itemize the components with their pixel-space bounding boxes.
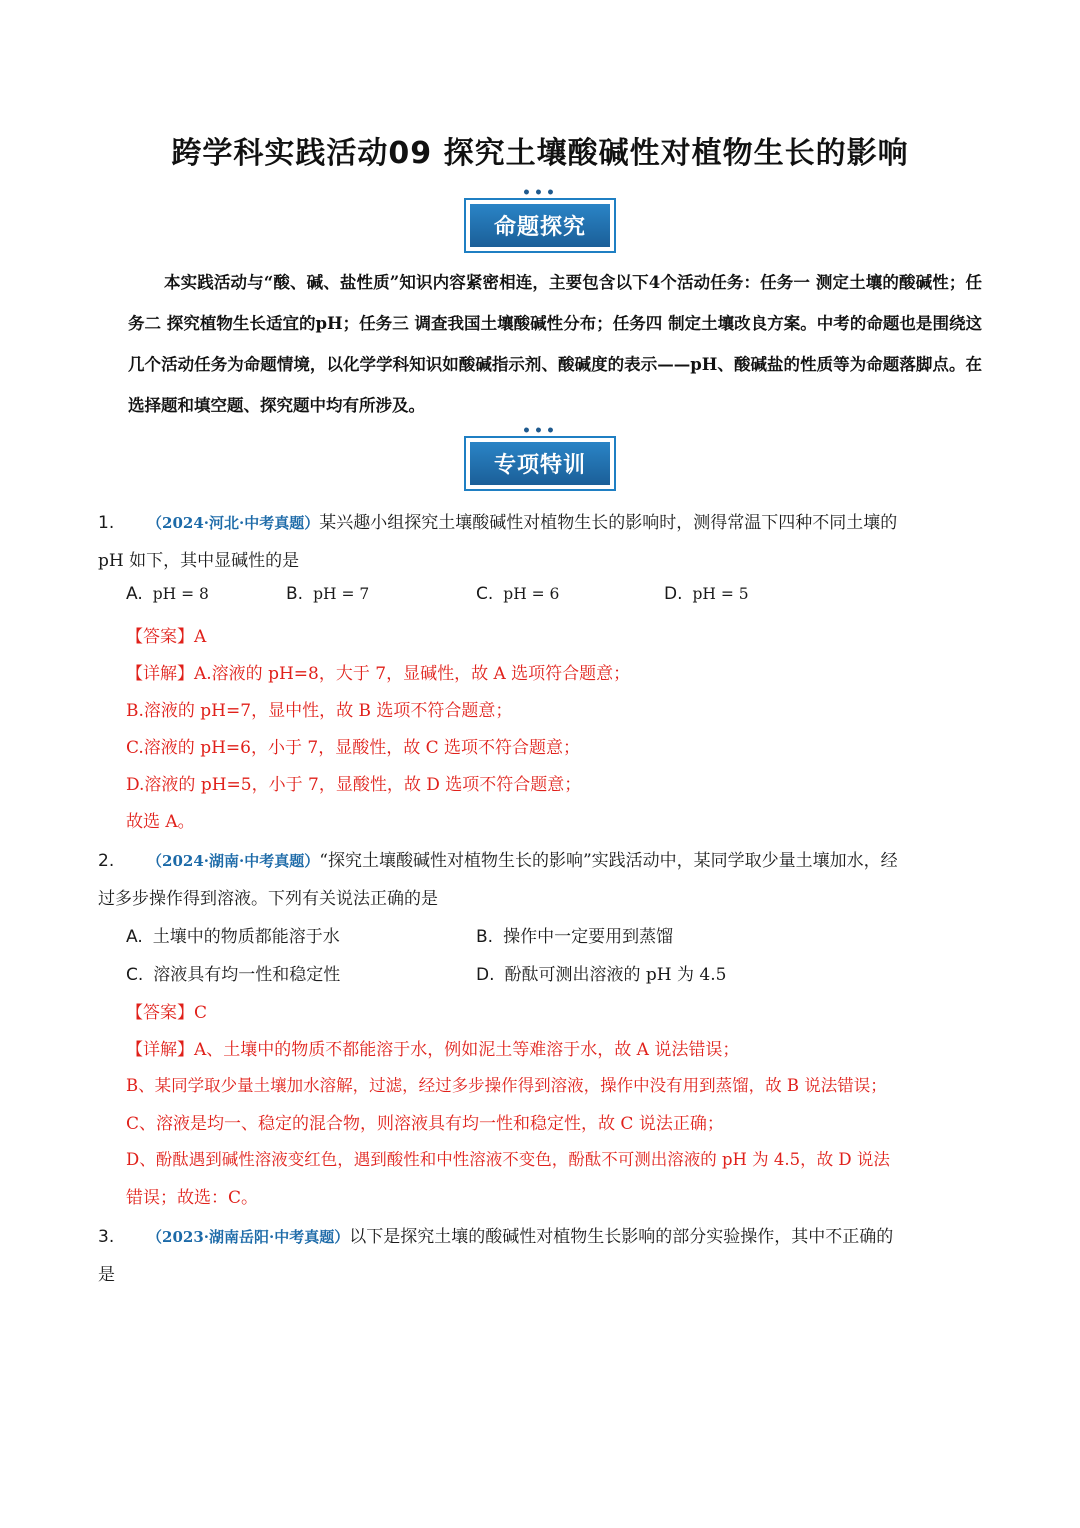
q2-option-d: D. 酚酞可测出溶液的 pH 为 4.5 <box>476 965 727 985</box>
question-1-stem <box>98 508 897 533</box>
question-text: 以下是探究土壤的酸碱性对植物生长影响的部分实验操作，其中不正确的 <box>349 1227 894 1247</box>
question-3-stem-cont: 是 <box>98 1265 115 1285</box>
question-1-stem-cont: pH 如下，其中显碱性的是 <box>98 551 300 571</box>
intro-paragraph: 本实践活动与“酸、碱、盐性质”知识内容紧密相连，主要包含以下4个活动任务：任务一 测定土壤的酸碱性；任务二 探究植物生长适宜的pH；任务三 调查我国土壤酸碱性分布；任务四 制定土壤改良方案。中考的命题也是围绕这几个活动任务为命题情境，以化学学科知识如酸碱指示剂、酸碱度的表示——pH、酸碱盐的性质等为命题落脚点。在选择题和填空题、探究题中均有所涉及。 <box>128 273 982 415</box>
q1-option-b: B. pH = 7 <box>286 584 370 604</box>
question-number: 2. <box>98 851 115 871</box>
section-badge-label: 命题探究 <box>470 204 610 247</box>
q1-detail-line: D.溶液的 pH=5，小于 7，显酸性，故 D 选项不符合题意； <box>126 775 582 795</box>
question-3-stem <box>98 1222 893 1247</box>
question-source: （2024·湖南·中考真题） <box>147 852 320 870</box>
q2-answer: 【答案】C <box>126 1003 208 1023</box>
q1-answer: 【答案】A <box>126 627 207 647</box>
q2-option-c: C. 溶液具有均一性和稳定性 <box>126 965 341 985</box>
section-badge-mingti <box>464 185 616 253</box>
badge-dots: ••• <box>522 423 558 439</box>
question-2-stem <box>98 846 898 871</box>
q1-detail-line: C.溶液的 pH=6，小于 7，显酸性，故 C 选项不符合题意； <box>126 738 581 758</box>
q1-detail-line: B.溶液的 pH=7，显中性，故 B 选项不符合题意； <box>126 701 513 721</box>
section-badge-zhuanxiang <box>464 423 616 491</box>
section-badge-wrap <box>0 185 1080 253</box>
question-source: （2024·河北·中考真题） <box>147 514 320 532</box>
question-text: “探究土壤酸碱性对植物生长的影响”实践活动中，某同学取少量土壤加水，经 <box>319 851 898 871</box>
q2-detail-line: C、溶液是均一、稳定的混合物，则溶液具有均一性和稳定性，故 C 说法正确； <box>126 1114 724 1134</box>
page-title: 跨学科实践活动09 探究土壤酸碱性对植物生长的影响 <box>171 136 909 171</box>
question-text: 某兴趣小组探究土壤酸碱性对植物生长的影响时，测得常温下四种不同土壤的 <box>319 513 898 533</box>
section-badge-label: 专项特训 <box>470 442 610 485</box>
section-badge-wrap <box>0 423 1080 491</box>
question-2-stem-cont: 过多步操作得到溶液。下列有关说法正确的是 <box>98 889 438 909</box>
q2-detail-line: 错误；故选：C。 <box>126 1188 259 1208</box>
question-number: 3. <box>98 1227 115 1247</box>
q2-detail-line: D、酚酞遇到碱性溶液变红色，遇到酸性和中性溶液不变色，酚酞不可测出溶液的 pH 为 4.5，故 D 说法 <box>126 1150 890 1169</box>
q1-option-d: D. pH = 5 <box>664 584 749 604</box>
q2-detail-line: B、某同学取少量土壤加水溶解，过滤，经过多步操作得到溶液，操作中没有用到蒸馏，故 B 说法错误； <box>126 1076 887 1095</box>
question-source: （2023·湖南岳阳·中考真题） <box>147 1228 350 1246</box>
q1-detail-line: 【详解】A.溶液的 pH=8，大于 7，显碱性，故 A 选项符合题意； <box>126 664 631 684</box>
q2-detail-line: 【详解】A、土壤中的物质不都能溶于水，例如泥土等难溶于水，故 A 说法错误； <box>126 1040 740 1060</box>
q2-option-b: B. 操作中一定要用到蒸馏 <box>476 927 674 947</box>
question-number: 1. <box>98 513 115 533</box>
q2-option-a: A. 土壤中的物质都能溶于水 <box>126 927 340 947</box>
q1-detail-line: 故选 A。 <box>126 812 195 832</box>
q1-option-c: C. pH = 6 <box>476 584 560 604</box>
q1-option-a: A. pH = 8 <box>126 584 209 604</box>
badge-dots: ••• <box>522 185 558 201</box>
